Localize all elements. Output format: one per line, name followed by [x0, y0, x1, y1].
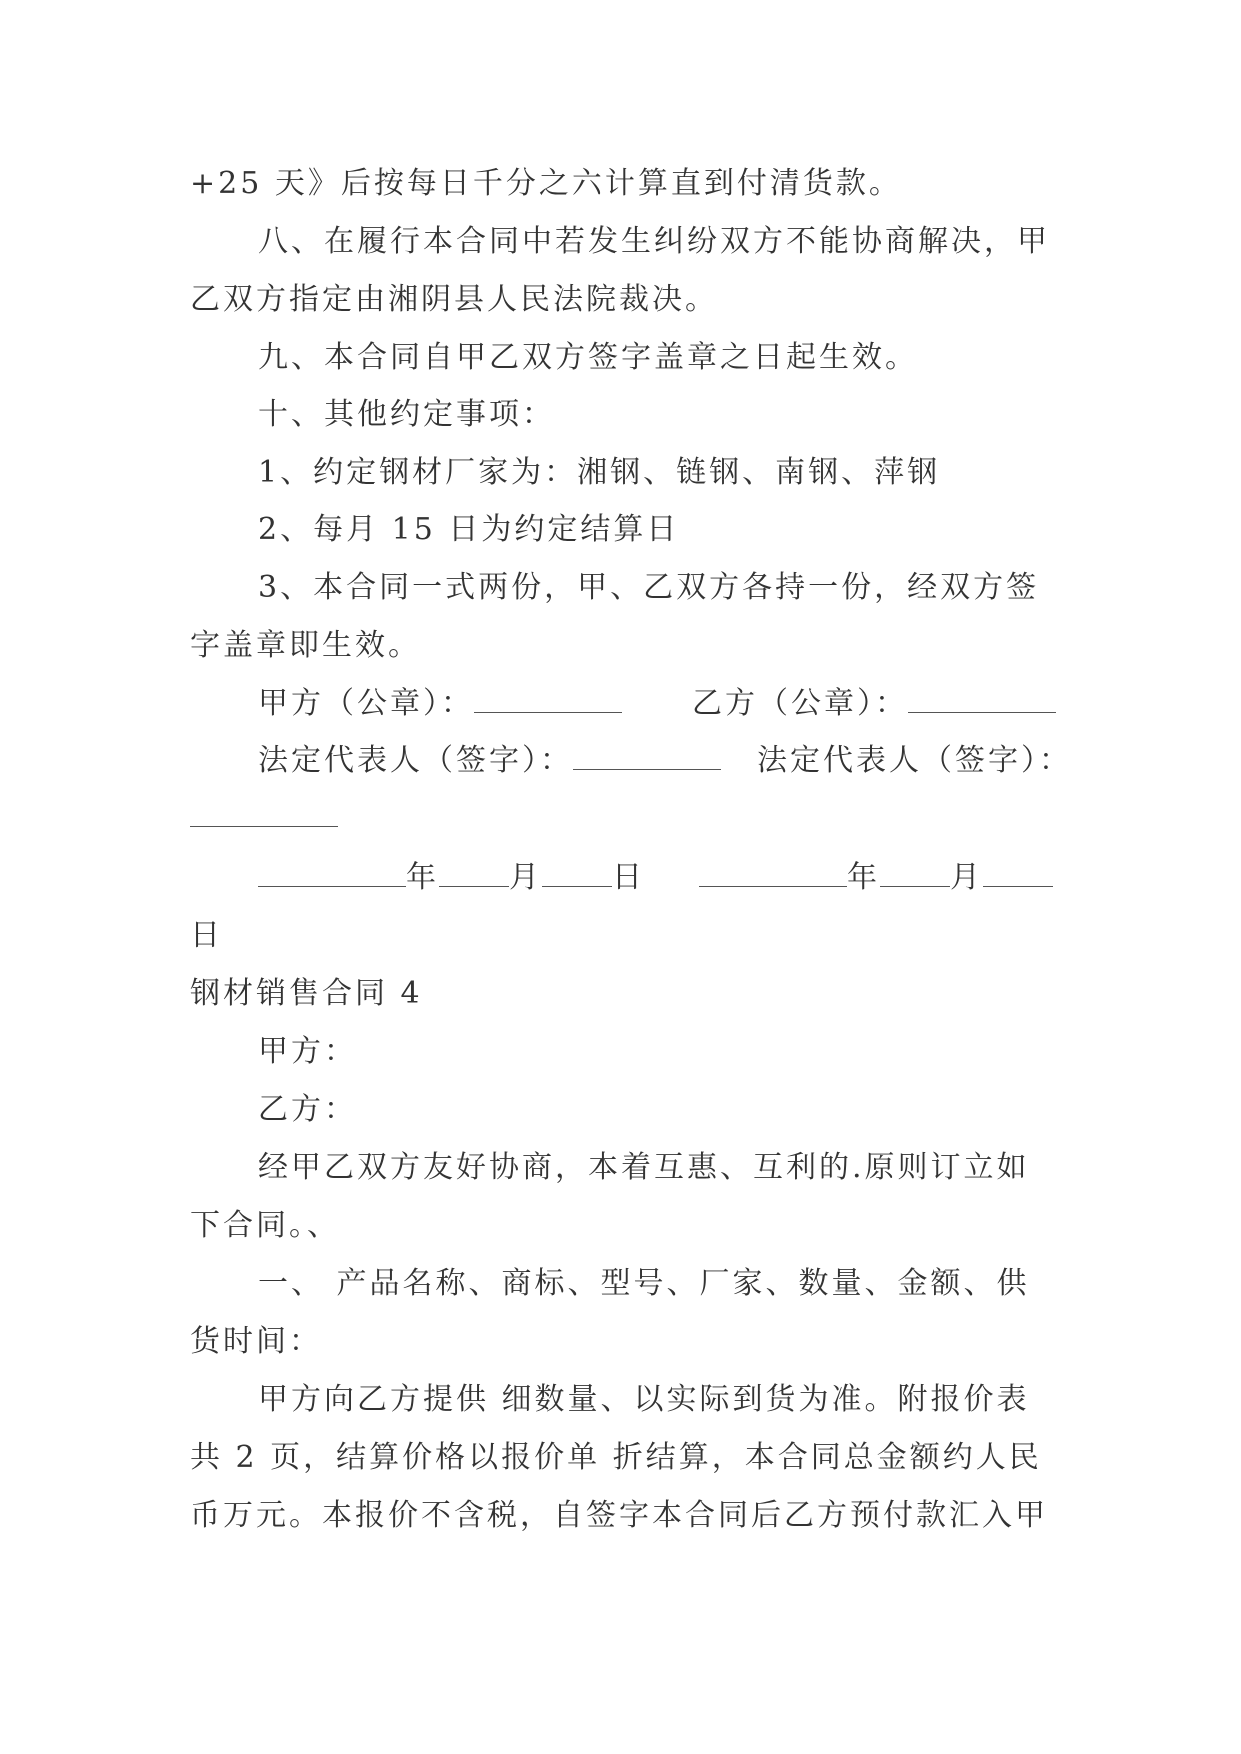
- supply-line-2: 共 2 页，结算价格以报价单 折结算，本合同总金额约人民: [190, 1440, 1042, 1475]
- party-a-seal-blank: [474, 686, 622, 713]
- rep-b-blank: [190, 800, 338, 827]
- party-b-seal-label: 乙方（公章）：: [692, 686, 908, 721]
- party-b-seal-blank: [908, 686, 1056, 713]
- day-a-blank: [542, 860, 612, 887]
- year-b-blank: [699, 860, 847, 887]
- month-b-blank: [880, 860, 950, 887]
- text-line: +25 天》后按每日千分之六计算直到付清货款。: [190, 166, 902, 201]
- clause-10-item-3-line-2: 字盖章即生效。: [190, 628, 421, 663]
- rep-b-blank-line: [190, 800, 338, 836]
- year-b-label: 年: [847, 860, 880, 895]
- supply-line-1: 甲方向乙方提供 细数量、以实际到货为准。附报价表: [258, 1382, 1030, 1417]
- representative-line: [258, 743, 1072, 779]
- supply-line-3: 币万元。本报价不含税，自签字本合同后乙方预付款汇入甲: [190, 1498, 1048, 1533]
- party-a-line: 甲方：: [258, 1034, 357, 1069]
- clause-9: 九、本合同自甲乙双方签字盖章之日起生效。: [258, 340, 918, 375]
- day-a-label: 日: [612, 860, 645, 895]
- rep-a-label: 法定代表人（签字）：: [258, 743, 573, 778]
- article-1-line-2: 货时间：: [190, 1324, 322, 1359]
- seal-line: [258, 686, 1056, 722]
- clause-10-item-1: 1、约定钢材厂家为：湘钢、链钢、南钢、萍钢: [258, 455, 941, 490]
- clause-10-item-3-line-1: 3、本合同一式两份，甲、乙双方各持一份，经双方签: [258, 570, 1040, 605]
- clause-10-item-2: 2、每月 15 日为约定结算日: [258, 512, 680, 547]
- rep-b-label: 法定代表人（签字）：: [757, 743, 1072, 778]
- contract-4-title: 钢材销售合同 4: [190, 976, 423, 1011]
- date-line: [258, 860, 1053, 896]
- day-b-label: 日: [190, 918, 223, 953]
- clause-8-line-2: 乙双方指定由湘阴县人民法院裁决。: [190, 282, 718, 317]
- day-b-blank: [983, 860, 1053, 887]
- month-a-blank: [439, 860, 509, 887]
- year-a-blank: [258, 860, 406, 887]
- rep-a-blank: [573, 743, 721, 770]
- month-b-label: 月: [950, 860, 983, 895]
- clause-8-line-1: 八、在履行本合同中若发生纠纷双方不能协商解决，甲: [258, 224, 1050, 259]
- party-b-line: 乙方：: [258, 1092, 357, 1127]
- year-a-label: 年: [406, 860, 439, 895]
- month-a-label: 月: [509, 860, 542, 895]
- preamble-line-1: 经甲乙双方友好协商，本着互惠、互利的.原则订立如: [258, 1150, 1030, 1185]
- preamble-line-2: 下合同。、: [190, 1208, 340, 1243]
- party-a-seal-label: 甲方（公章）：: [258, 686, 474, 721]
- clause-10-heading: 十、其他约定事项：: [258, 397, 555, 432]
- article-1-line-1: 一、 产品名称、商标、型号、厂家、数量、金额、供: [258, 1266, 1030, 1301]
